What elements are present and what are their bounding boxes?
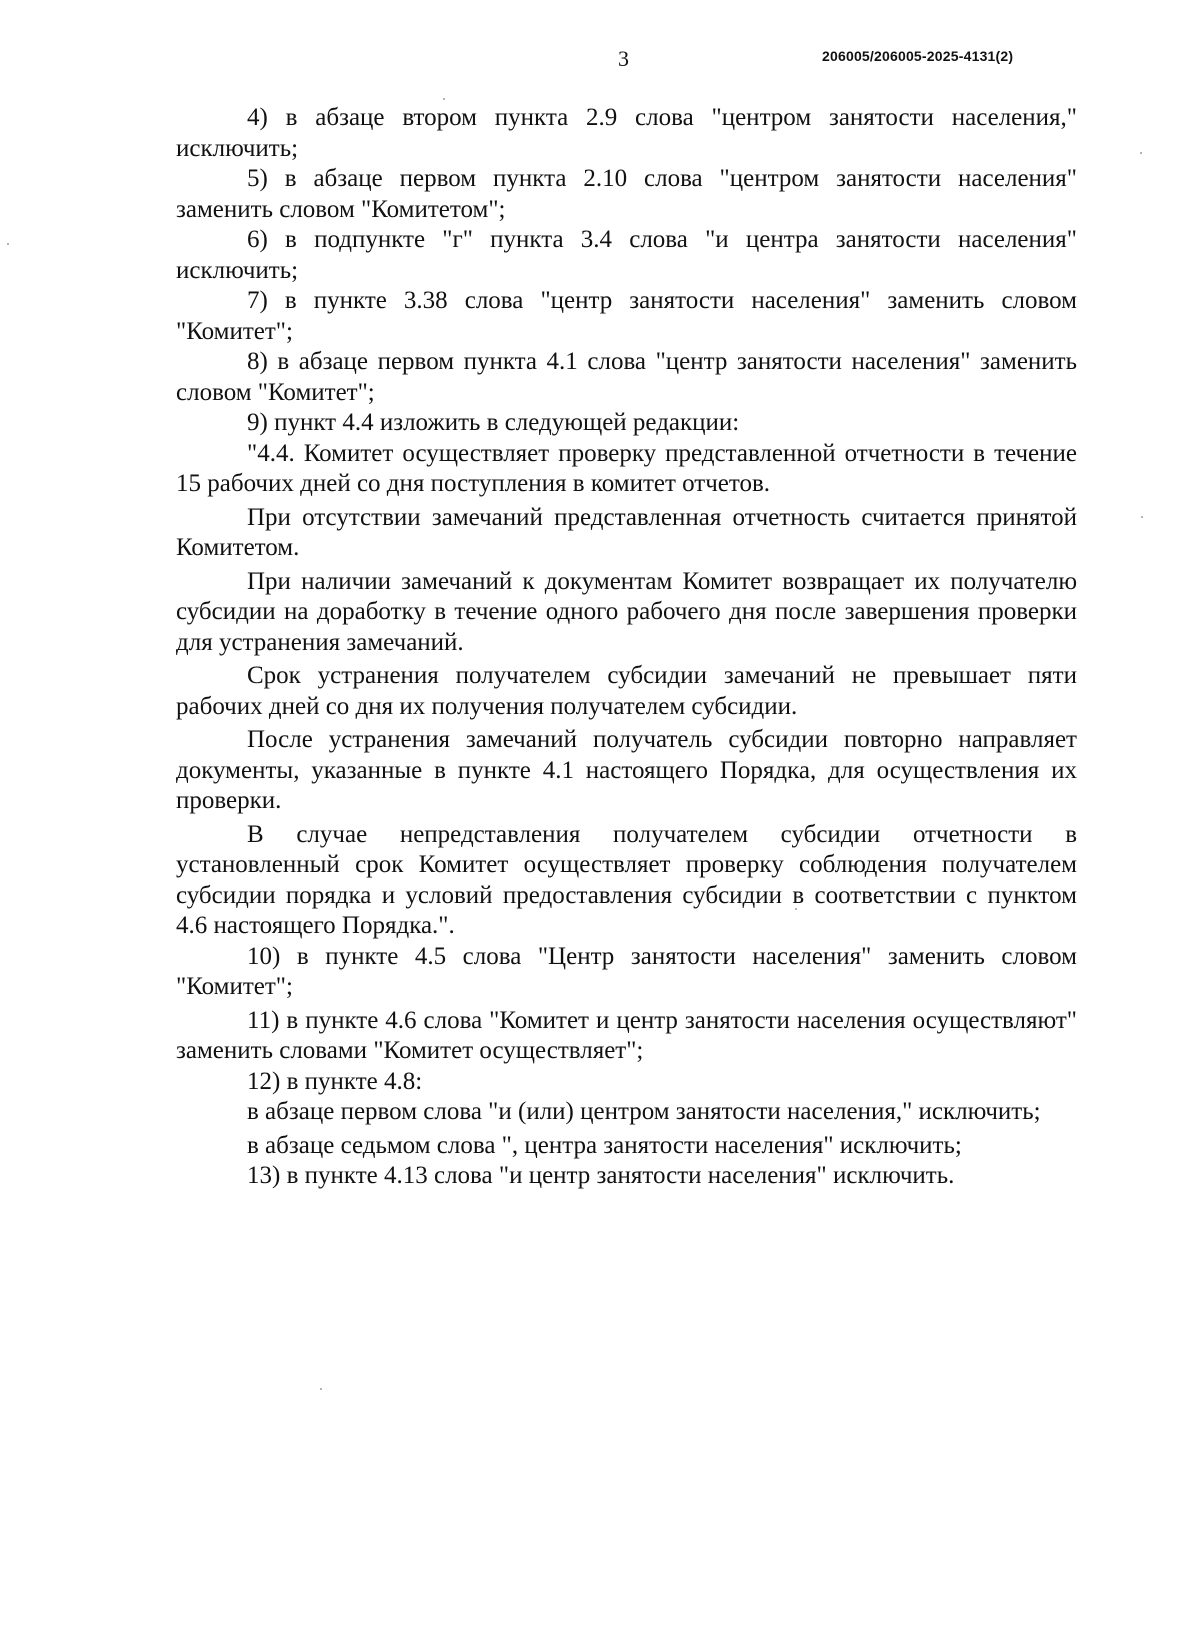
paragraph-remarks-return: При наличии замечаний к документам Комитет возвращает их получателю субсидии на доработку в течение одного рабочего дня после завершения проверки для устранения замечаний. — [176, 567, 1077, 656]
paragraph-item-12-seventh: в абзаце седьмом слова ", центра занятости населения" исключить; — [247, 1131, 962, 1159]
scan-speck — [1140, 152, 1142, 154]
scan-speck — [443, 98, 445, 100]
scan-speck — [7, 243, 9, 245]
paragraph-item-5: 5) в абзаце первом пункта 2.10 слова "центром занятости населения" заменить словом "Комитетом"; — [176, 165, 1077, 223]
paragraph-item-9: 9) пункт 4.4 изложить в следующей редакции: — [247, 409, 740, 436]
paragraph-item-12: 12) в пункте 4.8: — [247, 1067, 423, 1095]
document-code: 206005/206005-2025-4131(2) — [822, 48, 1014, 64]
paragraph-non-submission: В случае непредставления получателем субсидии отчетности в установленный срок Комитет осуществляет проверку соблюдения получателем субсидии порядка и условий предоставления субсидии в соответствии с пунктом 4.6 настоящего Порядка.". — [176, 820, 1077, 939]
scan-speck — [320, 1388, 322, 1390]
paragraph-item-11: 11) в пункте 4.6 слова "Комитет и центр занятости населения осуществляют" заменить словами "Комитет осуществляет"; — [176, 1006, 1077, 1064]
document-body — [176, 103, 1077, 1192]
paragraph-resubmission: После устранения замечаний получатель субсидии повторно направляет документы, указанные в пункте 4.1 настоящего Порядка, для осуществления их проверки. — [176, 726, 1077, 814]
paragraph-item-7: 7) в пункте 3.38 слова "центр занятости населения" заменить словом "Комитет"; — [176, 287, 1077, 345]
scan-speck — [795, 908, 797, 910]
paragraph-item-6: 6) в подпункте "г" пункта 3.4 слова "и центра занятости населения" исключить; — [176, 226, 1077, 284]
scan-speck — [1141, 516, 1143, 518]
paragraph-item-4: 4) в абзаце втором пункта 2.9 слова "центром занятости населения," исключить; — [176, 104, 1077, 162]
paragraph-remarks-deadline: Срок устранения получателем субсидии замечаний не превышает пяти рабочих дней со дня их получения получателем субсидии. — [176, 662, 1077, 720]
paragraph-item-13: 13) в пункте 4.13 слова "и центр занятости населения" исключить. — [247, 1162, 955, 1189]
paragraph-no-remarks: При отсутствии замечаний представленная отчетность считается принятой Комитетом. — [176, 503, 1077, 561]
paragraph-quote-4-4: "4.4. Комитет осуществляет проверку представленной отчетности в течение 15 рабочих дней со дня поступления в комитет отчетов. — [176, 439, 1077, 497]
paragraph-item-8: 8) в абзаце первом пункта 4.1 слова "центр занятости населения" заменить словом "Комитет"; — [176, 348, 1077, 406]
paragraph-item-10: 10) в пункте 4.5 слова "Центр занятости населения" заменить словом "Комитет"; — [176, 942, 1077, 1000]
page-number: 3 — [618, 46, 629, 71]
paragraph-item-12-first: в абзаце первом слова "и (или) центром занятости населения," исключить; — [247, 1098, 1041, 1125]
